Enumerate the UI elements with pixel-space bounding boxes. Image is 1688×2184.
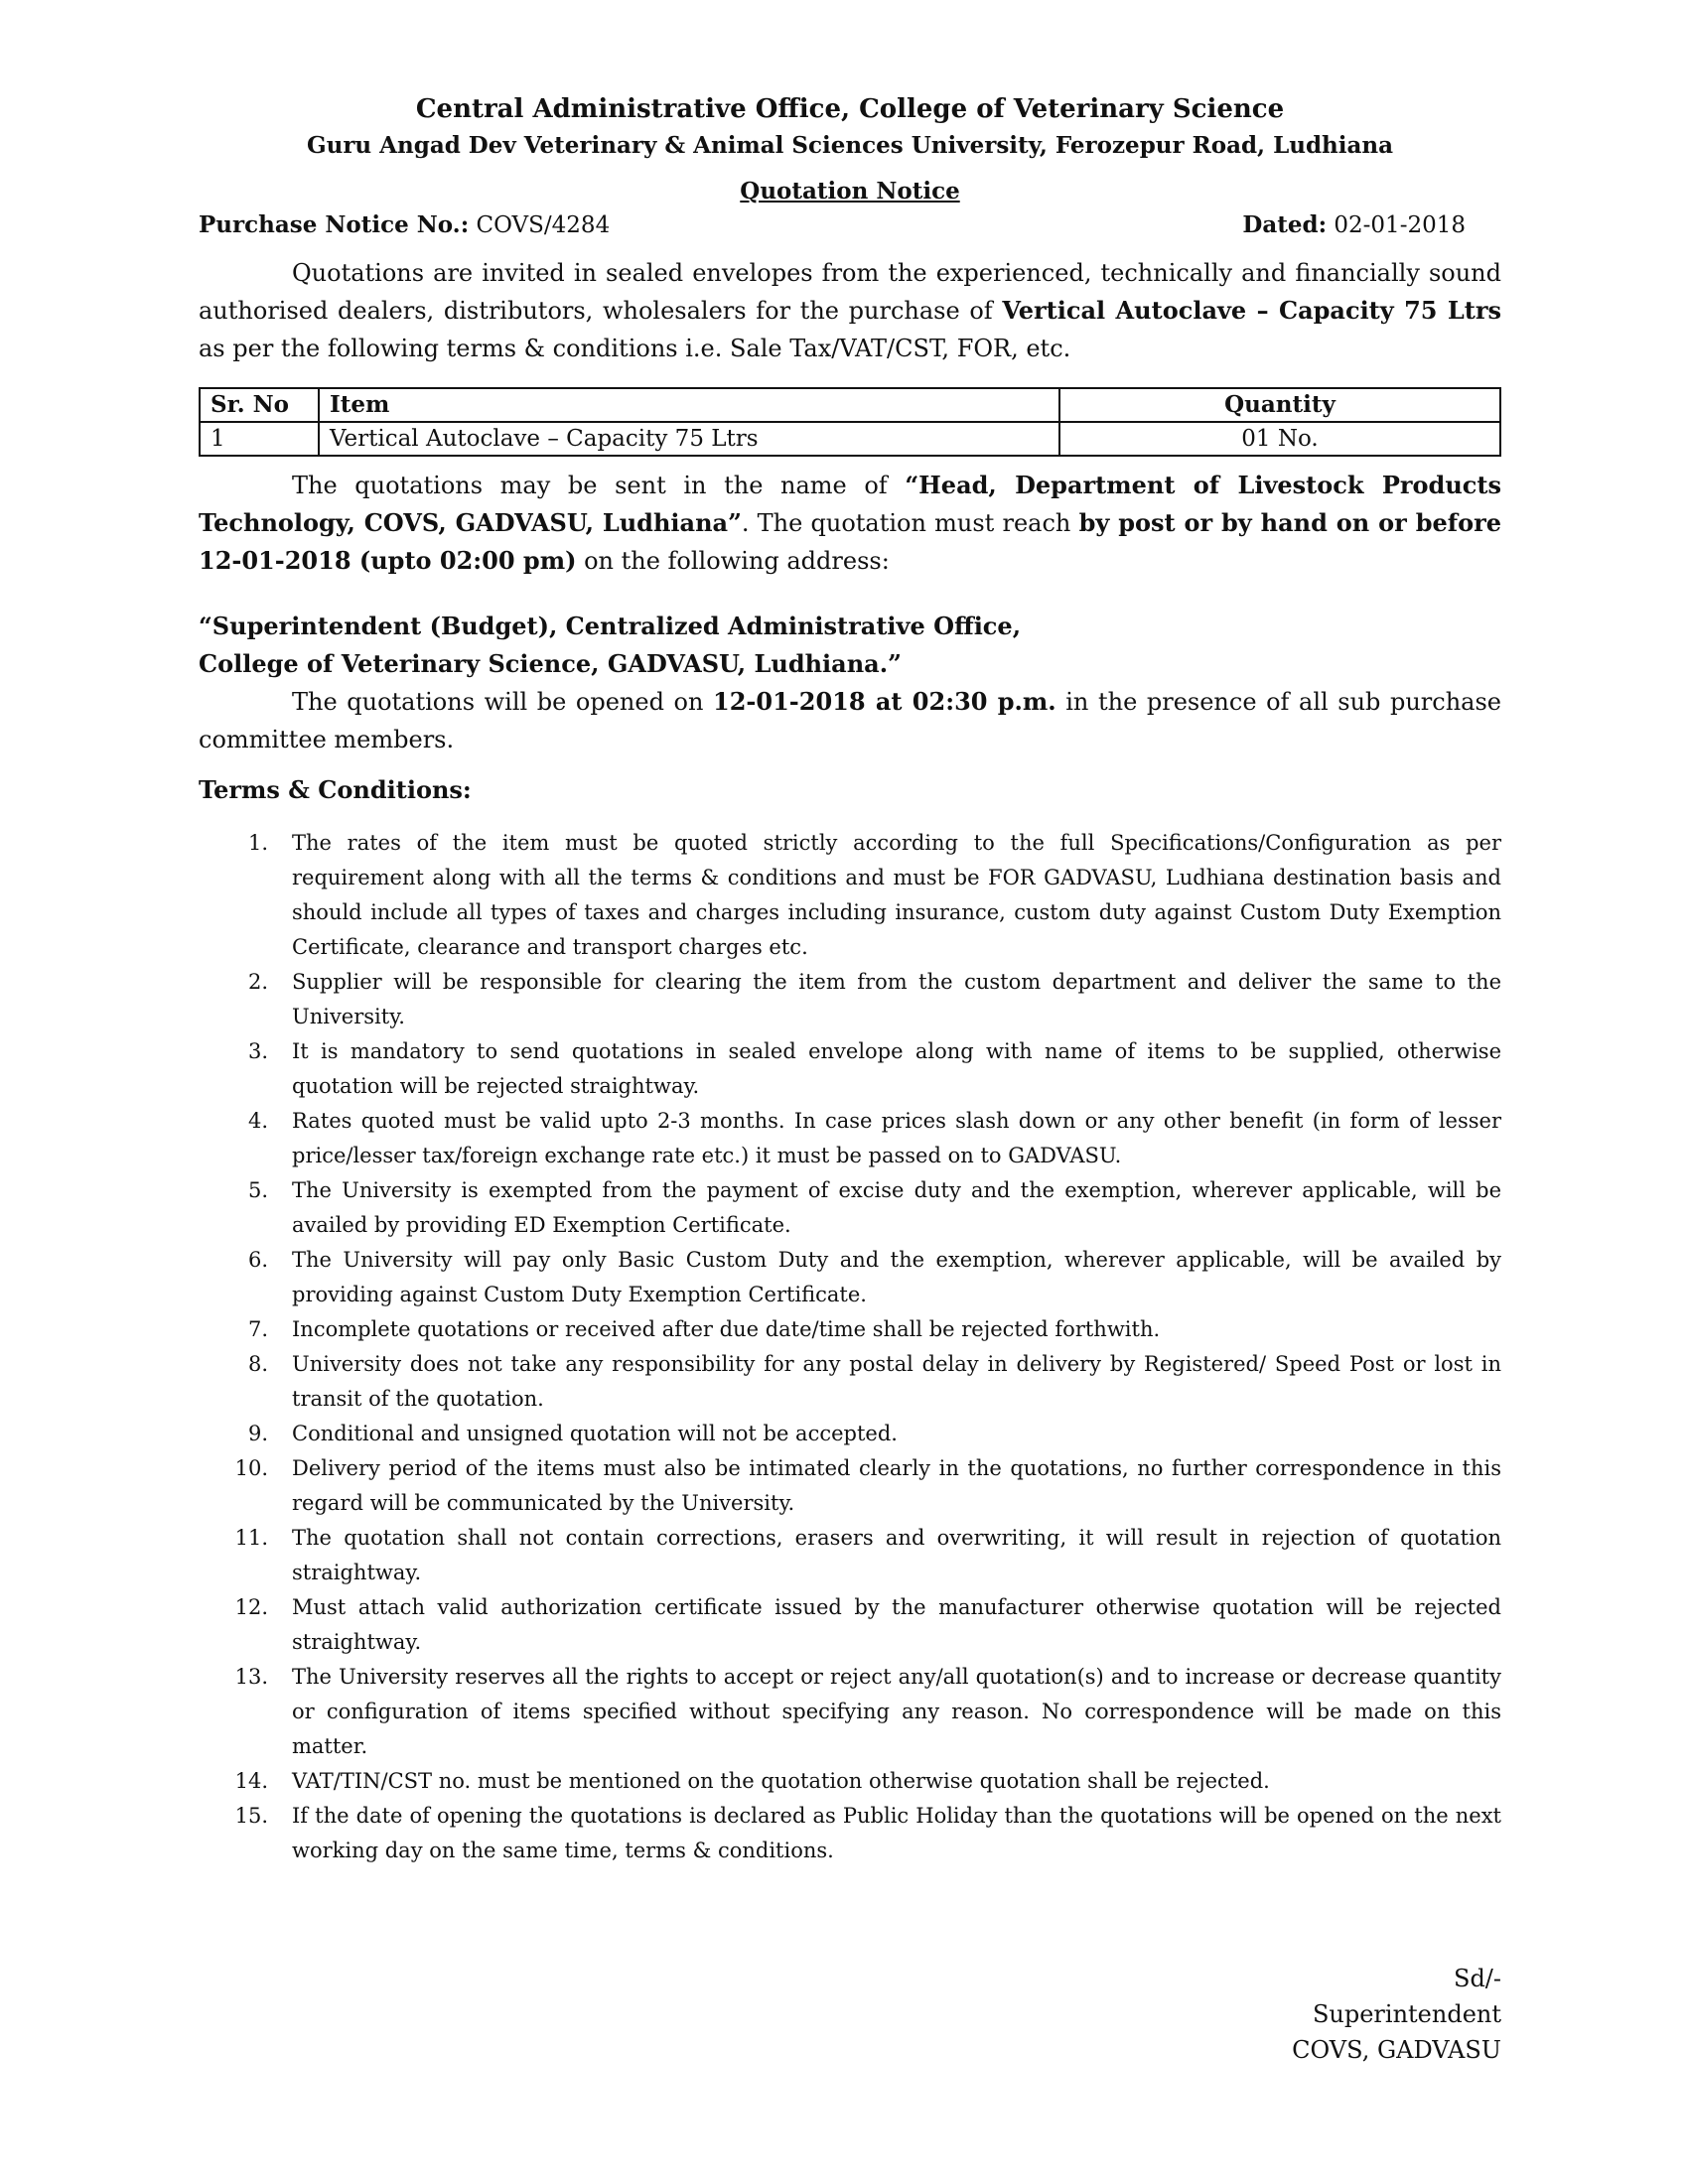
- term-number: 13.: [234, 1665, 268, 1689]
- term-text: Rates quoted must be valid upto 2-3 months. In case prices slash down or any other benefit (in form of lesser price/lesser tax/foreign exchange rate etc.) it must be passed on to GADVASU.: [292, 1109, 1501, 1167]
- opening-date: 12-01-2018 at 02:30 p.m.: [713, 687, 1056, 716]
- term-text: University does not take any responsibility for any postal delay in delivery by Registered/ Speed Post or lost in transit of the quotation.: [292, 1352, 1501, 1411]
- purchase-notice-label: Purchase Notice No.:: [199, 211, 470, 238]
- university-heading: Guru Angad Dev Veterinary & Animal Sciences University, Ferozepur Road, Ludhiana: [306, 132, 1394, 159]
- cell-quantity: 01 No.: [1059, 422, 1500, 456]
- signature-title: Superintendent: [1312, 2000, 1501, 2028]
- term-number: 5.: [247, 1178, 268, 1202]
- list-item: [199, 1034, 1501, 1104]
- terms-list: [199, 826, 1501, 1868]
- term-text: It is mandatory to send quotations in sealed envelope along with name of items to be supplied, otherwise quotation will be rejected straightway.: [292, 1039, 1501, 1098]
- intro-paragraph: [199, 254, 1501, 367]
- term-text: Must attach valid authorization certificate issued by the manufacturer otherwise quotation will be rejected straightway.: [292, 1595, 1501, 1654]
- term-number: 9.: [247, 1422, 268, 1445]
- table-row: [200, 422, 1500, 456]
- term-number: 12.: [234, 1595, 268, 1619]
- cell-sr-no: 1: [200, 422, 319, 456]
- term-text: The University is exempted from the payment of excise duty and the exemption, wherever applicable, will be availed by providing ED Exemption Certificate.: [292, 1178, 1501, 1237]
- intro-text-1: Quotations are invited in sealed envelopes from the experienced, technically and financially sound authorised dealers, distributors, wholesalers for the purchase of: [199, 259, 1501, 325]
- term-number: 4.: [247, 1109, 268, 1133]
- term-text: If the date of opening the quotations is declared as Public Holiday than the quotations will be opened on the next working day on the same time, terms & conditions.: [292, 1804, 1501, 1862]
- term-number: 8.: [247, 1352, 268, 1376]
- list-item: [199, 1347, 1501, 1417]
- list-item: [199, 1312, 1501, 1347]
- term-number: 2.: [247, 970, 268, 994]
- term-number: 3.: [247, 1039, 268, 1063]
- notice-date-value: 02-01-2018: [1334, 212, 1466, 238]
- purchase-notice-number: COVS/4284: [476, 212, 611, 238]
- term-number: 14.: [234, 1769, 268, 1793]
- send-text-2: . The quotation must reach: [741, 509, 1079, 537]
- signature-sd: Sd/-: [1454, 1965, 1501, 1992]
- term-text: The rates of the item must be quoted strictly according to the full Specifications/Configuration as per requirement along with all the terms & conditions and must be FOR GADVASU, Ludhiana destination basis and should include all types of taxes and charges including insurance, custom duty against Custom Duty Exemption Certificate, clearance and transport charges etc.: [292, 831, 1501, 959]
- cell-item: Vertical Autoclave – Capacity 75 Ltrs: [319, 422, 1059, 456]
- term-text: VAT/TIN/CST no. must be mentioned on the quotation otherwise quotation shall be rejected.: [292, 1769, 1270, 1793]
- term-number: 15.: [234, 1804, 268, 1828]
- col-header-item: Item: [319, 388, 1059, 422]
- term-text: Incomplete quotations or received after due date/time shall be rejected forthwith.: [292, 1317, 1161, 1341]
- notice-title: Quotation Notice: [740, 178, 960, 205]
- list-item: [199, 1243, 1501, 1312]
- list-item: [199, 1590, 1501, 1660]
- list-item: [199, 1451, 1501, 1521]
- list-item: [199, 965, 1501, 1034]
- notice-date: [1242, 208, 1466, 242]
- table-header-row: [200, 388, 1500, 422]
- col-header-quantity: Quantity: [1059, 388, 1500, 422]
- intro-text-2: as per the following terms & conditions i.e. Sale Tax/VAT/CST, FOR, etc.: [199, 335, 1071, 362]
- office-heading: Central Administrative Office, College of Veterinary Science: [415, 94, 1285, 124]
- opening-text-1: The quotations will be opened on: [292, 688, 714, 716]
- items-table: [199, 387, 1501, 457]
- list-item: [199, 1660, 1501, 1764]
- terms-title: Terms & Conditions:: [199, 775, 472, 804]
- list-item: [199, 1799, 1501, 1868]
- term-number: 7.: [247, 1317, 268, 1341]
- purchase-notice: [199, 208, 610, 242]
- term-text: The University reserves all the rights to accept or reject any/all quotation(s) and to increase or decrease quantity or configuration of items specified without specifying any reason. No correspondence will be made on this matter.: [292, 1665, 1501, 1758]
- send-text-1: The quotations may be sent in the name of: [292, 472, 906, 499]
- notice-date-label: Dated:: [1242, 211, 1328, 238]
- send-text-3: on the following address:: [576, 547, 890, 575]
- signature-org: COVS, GADVASU: [1292, 2036, 1501, 2064]
- send-paragraph: [199, 467, 1501, 580]
- term-number: 6.: [247, 1248, 268, 1272]
- list-item: [199, 1764, 1501, 1799]
- term-number: 11.: [234, 1526, 268, 1550]
- term-number: 1.: [247, 831, 268, 855]
- list-item: [199, 1521, 1501, 1590]
- list-item: [199, 826, 1501, 965]
- send-deadline: by post or by hand on or before 12-01-2018 (upto 02:00 pm): [199, 508, 1501, 575]
- notice-line: [199, 208, 1501, 242]
- quotation-notice-page: [199, 91, 1501, 1868]
- address-block: [199, 608, 1501, 683]
- term-text: Supplier will be responsible for clearing the item from the custom department and deliver the same to the University.: [292, 970, 1501, 1028]
- intro-item-name: Vertical Autoclave – Capacity 75 Ltrs: [1002, 296, 1501, 325]
- list-item: [199, 1104, 1501, 1173]
- send-recipient-name: “Head, Department of Livestock Products Technology, COVS, GADVASU, Ludhiana”: [199, 471, 1501, 537]
- signature-block: [1292, 1961, 1501, 2068]
- col-header-sr-no: Sr. No: [200, 388, 319, 422]
- list-item: [199, 1417, 1501, 1451]
- term-text: The quotation shall not contain corrections, erasers and overwriting, it will result in rejection of quotation straightway.: [292, 1526, 1501, 1584]
- address-line-2: College of Veterinary Science, GADVASU, Ludhiana.”: [199, 649, 902, 678]
- list-item: [199, 1173, 1501, 1243]
- term-text: Conditional and unsigned quotation will not be accepted.: [292, 1422, 898, 1445]
- opening-text-2: in the presence of all sub purchase committee members.: [199, 688, 1502, 753]
- term-number: 10.: [234, 1456, 268, 1480]
- address-line-1: “Superintendent (Budget), Centralized Administrative Office,: [199, 612, 1022, 640]
- opening-paragraph: [199, 683, 1501, 758]
- term-text: Delivery period of the items must also be intimated clearly in the quotations, no further correspondence in this regard will be communicated by the University.: [292, 1456, 1501, 1515]
- term-text: The University will pay only Basic Custom Duty and the exemption, wherever applicable, will be availed by providing against Custom Duty Exemption Certificate.: [292, 1248, 1501, 1306]
